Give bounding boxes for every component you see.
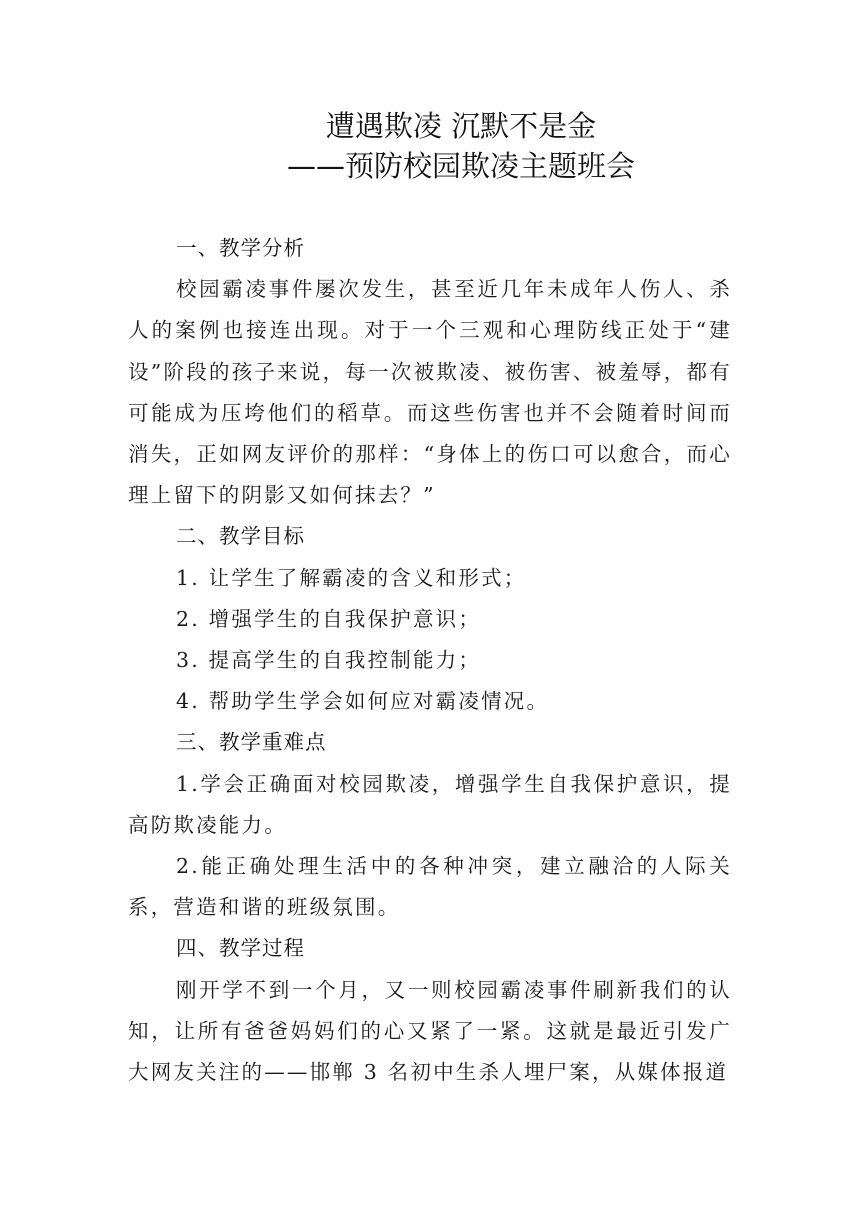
- document-subtitle: ——预防校园欺凌主题班会: [286, 149, 635, 183]
- section-heading-objectives: 二、教学目标: [176, 524, 305, 549]
- document-title: 遭遇欺凌 沉默不是金: [325, 109, 597, 143]
- section-heading-process: 四、教学过程: [176, 936, 305, 961]
- process-paragraph: 刚开学不到一个月，又一则校园霸凌事件刷新我们的认知，让所有爸爸妈妈们的心又紧了一紧。这就是最近引发广大网友关注的——邯郸 3 名初中生杀人埋尸案，从媒体报道: [128, 977, 732, 1085]
- key-point-paragraph: 1.学会正确面对校园欺凌，增强学生自我保护意识，提高防欺凌能力。: [128, 771, 732, 837]
- objectives-list: [128, 558, 732, 723]
- analysis-paragraph: 校园霸凌事件屡次发生，甚至近几年未成年人伤人、杀人的案例也接连出现。对于一个三观和心理防线正处于“建设”阶段的孩子来说，每一次被欺凌、被伤害、被羞辱，都有可能成为压垮他们的稻草。而这些伤害也并不会随着时间而消失，正如网友评价的那样：“身体上的伤口可以愈合，而心理上留下的阴影又如何抹去？”: [128, 277, 732, 508]
- document-body: [128, 228, 732, 1093]
- key-point-paragraph: 2.能正确处理生活中的各种冲突，建立融洽的人际关系，营造和谐的班级氛围。: [128, 854, 732, 920]
- list-item: 3. 提高学生的自我控制能力；: [176, 648, 482, 673]
- list-item: 4. 帮助学生学会如何应对霸凌情况。: [176, 689, 550, 714]
- section-heading-analysis: 一、教学分析: [176, 236, 305, 260]
- section-heading-key-points: 三、教学重难点: [176, 730, 327, 755]
- list-item: 2. 增强学生的自我保护意识；: [176, 606, 482, 631]
- list-item: 1. 让学生了解霸凌的含义和形式；: [176, 565, 527, 590]
